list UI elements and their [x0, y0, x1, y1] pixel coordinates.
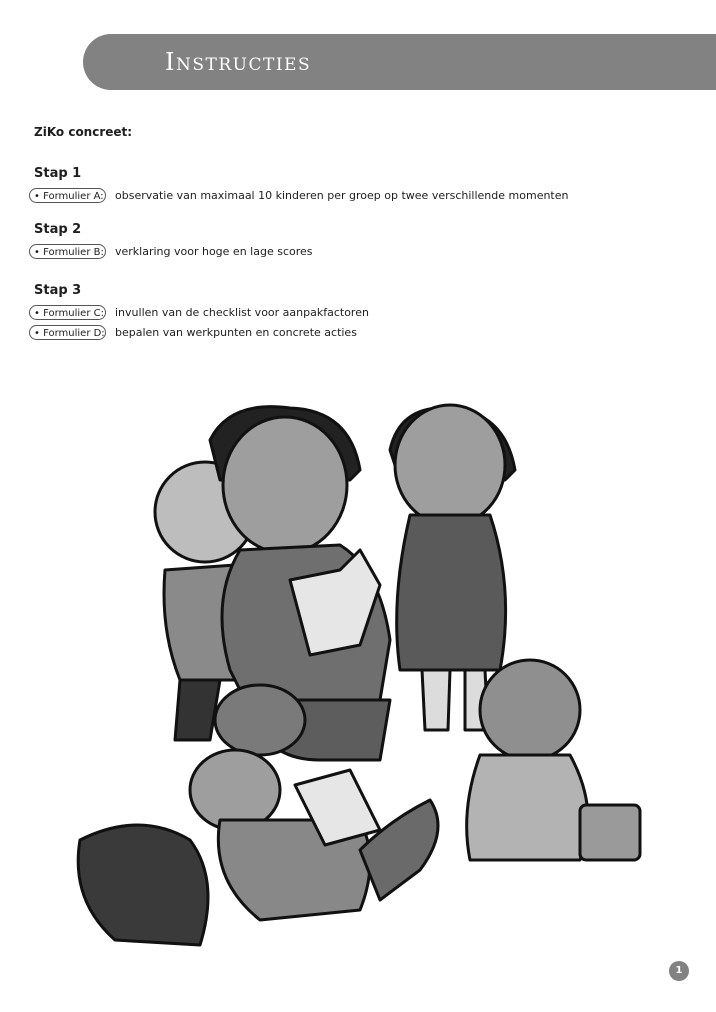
header-bar [83, 34, 716, 90]
form-d-description: bepalen van werkpunten en concrete acties [115, 325, 357, 339]
form-row-b [29, 242, 313, 260]
intro-heading: ZiKo concreet: [34, 125, 133, 139]
form-c-label: • Formulier C: [29, 305, 106, 320]
form-row-d [29, 323, 357, 341]
page-title: Instructies [165, 48, 312, 76]
form-b-label: • Formulier B: [29, 244, 106, 259]
lying-child-figure [78, 750, 438, 945]
form-c-description: invullen van de checklist voor aanpakfactoren [115, 305, 369, 319]
form-a-description: observatie van maximaal 10 kinderen per groep op twee verschillende momenten [115, 188, 569, 202]
children-reading-illustration [60, 400, 660, 970]
form-d-label: • Formulier D: [29, 325, 106, 340]
step-1-heading: Stap 1 [34, 166, 82, 181]
form-row-c [29, 303, 369, 321]
form-row-a [29, 186, 568, 204]
toddler-figure [467, 660, 640, 860]
form-a-label: • Formulier A: [29, 188, 106, 203]
step-2-heading: Stap 2 [34, 222, 82, 237]
step-3-heading: Stap 3 [34, 283, 82, 298]
form-b-description: verklaring voor hoge en lage scores [115, 244, 313, 258]
page-number: 1 [669, 961, 689, 981]
